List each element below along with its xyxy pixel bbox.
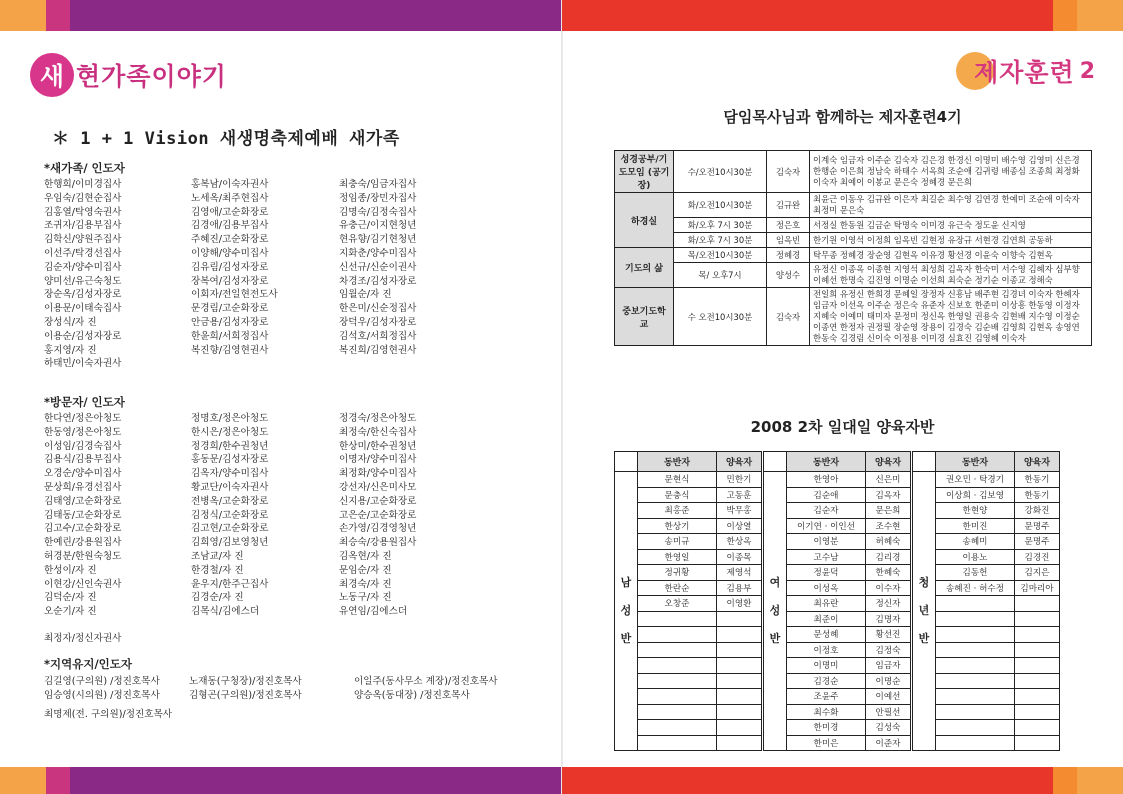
companion-cell: 이용노	[936, 549, 1015, 565]
mentor-cell	[1015, 596, 1060, 612]
schedule-members: 유정신 이종옥 이종현 지영석 최성희 김옥자 한숙미 서수영 김혜자 심부향 이혜선 한명숙 김진영 이명순 이선희 최숙순 정기순 이종교 정해숙	[810, 263, 1092, 288]
companion-cell	[936, 673, 1015, 689]
schedule-time: 화/오후 7시 30분	[674, 218, 767, 233]
mentor-cell: 제영석	[717, 565, 762, 581]
mentor-cell: 문명주	[1015, 518, 1060, 534]
mentor-cell: 이명순	[866, 673, 911, 689]
mentor-cell: 황선진	[866, 627, 911, 643]
companion-cell	[936, 704, 1015, 720]
schedule-row	[615, 193, 1092, 218]
companion-cell: 김순자	[787, 503, 866, 519]
visitor-entry: 김고현/고순화장로	[191, 523, 269, 535]
visitor-entry: 전병옥/고순화장로	[191, 495, 269, 507]
mentor-cell: 허혜숙	[866, 534, 911, 550]
new-family-entry: 양미선/유근숙청도	[44, 275, 122, 287]
header-mentor: 양육자	[717, 452, 762, 472]
new-family-entry: 복진희/김영현권사	[339, 344, 417, 356]
new-family-entry: 문경림/고순화장로	[191, 303, 269, 315]
section-new-family: *새가족/ 인도자	[44, 161, 125, 175]
visitor-entry: 김목식/김에스더	[191, 606, 260, 618]
schedule-leader: 정은호	[767, 218, 810, 233]
visitor-entry: 최승숙/강용원집사	[339, 537, 417, 549]
side-char: 반	[769, 632, 781, 645]
visitor-entry: 윤우지/한주근집사	[191, 578, 269, 590]
section-visitors: *방문자/ 인도자	[44, 395, 125, 409]
new-family-entry: 김영애/고순화장로	[191, 206, 269, 218]
companion-cell	[638, 642, 717, 658]
top-color-band-left	[0, 0, 562, 31]
visitor-entry: 김태영/고순화장로	[44, 495, 122, 507]
mentor-cell: 박무홍	[717, 503, 762, 519]
schedule-leader: 임옥빈	[767, 233, 810, 248]
companion-cell: 한영일	[638, 549, 717, 565]
schedule-members: 한기원 이영석 이정희 임옥빈 김현정 유장규 서현경 김연희 공동하	[810, 233, 1092, 248]
schedule-time: 목/오전10시30분	[674, 248, 767, 263]
section-logo-title	[30, 52, 227, 98]
page-heading: ＊ 1 + 1 Vision 새생명축제예배 새가족	[52, 129, 400, 149]
visitor-entry: 한성이/자 진	[44, 564, 97, 576]
companion-cell: 문현식	[638, 472, 717, 488]
discipleship-subtitle: 담임목사님과 함께하는 제자훈련4기	[723, 108, 962, 126]
new-family-entry: 홍복남/이숙자권사	[191, 179, 269, 190]
visitor-entry: 한다연/정은아청도	[44, 413, 122, 424]
discipleship-schedule-table	[614, 150, 1092, 346]
visitor-entry: 이성임/김경숙집사	[44, 440, 122, 452]
companion-cell	[936, 642, 1015, 658]
companion-cell	[936, 735, 1015, 751]
mentor-cell	[1015, 689, 1060, 705]
visitor-entry: 고은순/고순화장로	[339, 509, 417, 521]
visitor-entry: 조남교/자 진	[191, 550, 244, 562]
mentor-cell	[1015, 735, 1060, 751]
new-family-entry	[191, 357, 339, 371]
mentor-cell	[717, 673, 762, 689]
mentor-cell	[717, 735, 762, 751]
schedule-time: 수 오전10시30분	[674, 288, 767, 346]
group-side-label	[615, 472, 638, 751]
region-last-entry: 최명제(전. 구의원)/정진호목사	[44, 709, 173, 720]
new-family-entry: 한행희/이미경집사	[44, 179, 122, 190]
visitor-entry: 김옥현/자 진	[339, 550, 392, 562]
visitor-entry: 정경희/한수권청년	[191, 440, 269, 452]
visitor-entry: 김정식/고순화장로	[191, 509, 269, 521]
mentoring-table	[912, 451, 1060, 751]
logo-title-text: 현가족이야기	[76, 62, 227, 91]
visitor-entry: 최경숙/자 진	[339, 578, 392, 590]
mentor-cell: 한상옥	[717, 534, 762, 550]
new-family-entry: 이용문/이태숙집사	[44, 303, 122, 315]
mentor-cell	[1015, 611, 1060, 627]
companion-cell: 문성혜	[787, 627, 866, 643]
visitor-last-entry: 최정자/정신자권사	[44, 633, 122, 644]
mentor-cell: 민한기	[717, 472, 762, 488]
new-family-entry: 한윤희/서희정집사	[191, 330, 269, 342]
mentor-cell: 김명자	[866, 611, 911, 627]
companion-cell	[936, 611, 1015, 627]
companion-cell: 이상희 · 김보영	[936, 487, 1015, 503]
new-family-entry: 최충숙/임금자집사	[339, 179, 417, 190]
new-family-entry: 김홍열/탁영숙권사	[44, 206, 122, 218]
section-region-leaders: *지역유지/인도자	[44, 657, 132, 671]
new-family-entry: 신선규/신순이권사	[339, 261, 417, 273]
new-family-entry: 우임숙/김현순집사	[44, 192, 122, 204]
region-leader-list	[44, 675, 504, 703]
new-family-entry: 장복여/김성자장로	[191, 275, 269, 287]
companion-cell	[638, 720, 717, 736]
new-family-entry: 복진향/김영현권사	[191, 344, 269, 356]
companion-cell: 한현양	[936, 503, 1015, 519]
new-family-entry: 김명숙/김정숙집사	[339, 206, 417, 218]
mentor-cell: 이예선	[866, 689, 911, 705]
mentor-cell: 안필선	[866, 704, 911, 720]
schedule-leader: 정혜경	[767, 248, 810, 263]
group-side-label	[913, 472, 936, 751]
companion-cell: 조윤주	[787, 689, 866, 705]
visitor-entry: 허경분/한원숙청도	[44, 550, 122, 562]
visitor-entry: 김경순/자 진	[191, 592, 244, 604]
mentor-cell	[717, 689, 762, 705]
visitor-entry: 손가영/김경영청년	[339, 523, 417, 535]
mentor-cell: 이영환	[717, 596, 762, 612]
mentor-cell	[1015, 673, 1060, 689]
visitor-entry: 신지용/고순화장로	[339, 495, 417, 507]
schedule-leader: 김숙자	[767, 288, 810, 346]
visitor-entry: 노동구/자 진	[339, 592, 392, 604]
visitor-entry: 문임순/자 진	[339, 564, 392, 576]
companion-cell: 김경순	[787, 673, 866, 689]
title-text: 제자훈련	[974, 58, 1075, 87]
region-leader-entry: 김형곤(구의원)/정진호목사	[189, 689, 302, 701]
mentor-cell	[717, 611, 762, 627]
mentor-cell: 문은희	[866, 503, 911, 519]
mentor-cell: 임금자	[866, 658, 911, 674]
companion-cell	[638, 658, 717, 674]
region-leader-entry: 이일주(동사무소 계장)/정진호목사	[354, 676, 498, 687]
new-family-entry: 주혜진/고순화장로	[191, 234, 269, 246]
visitor-entry: 이명자/양수미집사	[339, 454, 417, 466]
mentor-cell: 김경진	[1015, 549, 1060, 565]
companion-cell	[638, 704, 717, 720]
region-leader-entry: 김길영(구의원) /정진호목사	[44, 676, 160, 687]
visitor-entry: 오순기/자 진	[44, 606, 97, 618]
region-leader-entry: 임승영(시의원) /정진호목사	[44, 689, 160, 701]
new-family-entry: 장성식/자 진	[44, 316, 97, 328]
new-family-entry: 김경애/김용부집사	[191, 220, 269, 232]
companion-cell: 정윤덕	[787, 565, 866, 581]
mentor-cell: 한동기	[1015, 487, 1060, 503]
mentor-cell	[717, 627, 762, 643]
companion-cell: 오창준	[638, 596, 717, 612]
visitor-entry: 김희영/김보영청년	[191, 537, 269, 549]
new-family-entry: 김유림/김성자장로	[191, 261, 269, 273]
new-family-list	[44, 178, 504, 371]
companion-cell: 이성옥	[787, 580, 866, 596]
schedule-leader: 김숙자	[767, 151, 810, 193]
new-family-entry: 장순옥/김성자장로	[44, 289, 122, 301]
mentor-cell: 김용부	[717, 580, 762, 596]
mentor-cell	[1015, 642, 1060, 658]
companion-cell	[936, 720, 1015, 736]
new-family-entry: 유충근/이지현청년	[339, 220, 417, 232]
new-family-entry: 정임종/장민자집사	[339, 192, 417, 204]
new-family-entry: 차경조/김성자장로	[339, 275, 417, 287]
mentor-cell: 문명주	[1015, 534, 1060, 550]
mentor-cell	[717, 658, 762, 674]
schedule-group: 중보기도학교	[615, 288, 674, 346]
companion-cell	[936, 627, 1015, 643]
schedule-members: 서정실 한동원 김금순 탁명숙 이미경 유근숙 정도윤 신지영	[810, 218, 1092, 233]
mentor-cell: 이준자	[866, 735, 911, 751]
schedule-row	[615, 263, 1092, 288]
companion-cell: 최준이	[787, 611, 866, 627]
companion-cell	[936, 658, 1015, 674]
visitor-entry: 김고수/고순화장로	[44, 523, 122, 535]
mentor-cell	[717, 704, 762, 720]
mentor-cell: 이수자	[866, 580, 911, 596]
visitor-entry: 이현강/신인숙권사	[44, 578, 122, 590]
new-family-entry: 노세옥/최주현집사	[191, 192, 269, 204]
visitor-entry: 오경순/양수미집사	[44, 468, 122, 480]
bottom-color-band-right	[562, 767, 1123, 794]
bottom-color-band-left	[0, 767, 562, 794]
companion-cell: 송혜진 · 허수정	[936, 580, 1015, 596]
side-char: 남	[620, 576, 632, 589]
mentor-cell	[1015, 704, 1060, 720]
mentor-cell: 신은미	[866, 472, 911, 488]
companion-cell: 한상기	[638, 518, 717, 534]
new-family-entry: 이선주/탁경선집사	[44, 247, 122, 259]
mentor-cell: 김성숙	[866, 720, 911, 736]
schedule-time: 화/오전10시30분	[674, 193, 767, 218]
visitor-list	[44, 412, 504, 619]
visitor-entry: 최정화/양수미집사	[339, 468, 417, 480]
visitor-entry: 유연임/김에스더	[339, 606, 408, 618]
corner-cell	[764, 452, 787, 472]
mentor-cell: 김옥자	[866, 487, 911, 503]
mentor-cell: 이상열	[717, 518, 762, 534]
schedule-group: 성경공부/기도모임 (공기장)	[615, 151, 674, 193]
companion-cell: 한미경	[787, 720, 866, 736]
schedule-row	[615, 233, 1092, 248]
region-leader-entry: 노재동(구청장)/정진호목사	[189, 676, 302, 687]
companion-cell: 이명미	[787, 658, 866, 674]
new-family-entry: 김순자/양수미집사	[44, 261, 122, 273]
schedule-members: 최윤근 이동우 김규완 이은자 최길순 최수영 김연경 한예미 조순애 이숙자 최정미 문은숙	[810, 193, 1092, 218]
visitor-entry: 한경철/자 진	[191, 564, 244, 576]
visitor-entry: 김덕순/자 진	[44, 592, 97, 604]
new-family-entry: 장덕우/김성자장로	[339, 316, 417, 328]
companion-cell: 이영분	[787, 534, 866, 550]
visitor-entry: 한동영/정은아청도	[44, 426, 122, 438]
logo-badge: 새	[30, 53, 74, 97]
schedule-members: 이계숙 임금자 이주순 김숙자 김은경 한경신 이명미 배수영 김영미 신은경 한행순 이은희 정남숙 하태수 서옥희 조순애 김귀령 배종심 조종희 최정화 이숙자 최예이 이봉교 문은숙 정혜경 문은희	[810, 151, 1092, 193]
new-family-entry: 홍지영/자 진	[44, 344, 97, 356]
visitor-entry: 한시은/정은아청도	[191, 426, 269, 438]
companion-cell: 한미진	[936, 518, 1015, 534]
companion-cell: 최유란	[787, 596, 866, 612]
visitor-entry: 정경숙/정은아청도	[339, 413, 417, 424]
new-family-entry: 조귀자/김용부집사	[44, 220, 122, 232]
companion-cell: 권오민 · 탁경기	[936, 472, 1015, 488]
companion-cell: 최홍준	[638, 503, 717, 519]
schedule-leader: 양성수	[767, 263, 810, 288]
new-family-entry: 한은미/신순정집사	[339, 303, 417, 315]
visitor-entry: 정명호/정은아청도	[191, 413, 269, 424]
schedule-members: 탁무종 정혜경 장순영 김현옥 이유경 황선경 이윤숙 이향숙 김현옥	[810, 248, 1092, 263]
mentor-cell: 조수현	[866, 518, 911, 534]
region-leader-entry: 양승옥(동대장) /정진호목사	[354, 689, 470, 701]
companion-cell: 문충식	[638, 487, 717, 503]
schedule-row	[615, 151, 1092, 193]
companion-cell: 송미규	[638, 534, 717, 550]
side-char: 성	[620, 604, 632, 617]
new-family-entry: 김석호/서희정집사	[339, 330, 417, 342]
new-family-entry: 김학신/양원주집사	[44, 234, 122, 246]
header-companion: 동반자	[936, 452, 1015, 472]
companion-cell: 김순애	[787, 487, 866, 503]
new-family-entry: 이용순/김성자장로	[44, 330, 122, 342]
companion-cell: 송혜미	[936, 534, 1015, 550]
side-char: 년	[918, 604, 930, 617]
companion-cell	[638, 627, 717, 643]
mentoring-table	[614, 451, 762, 751]
companion-cell	[638, 689, 717, 705]
visitor-entry: 한예린/강용원집사	[44, 537, 122, 549]
side-char: 반	[918, 632, 930, 645]
new-family-entry: 현유향/김기현청년	[339, 234, 417, 246]
companion-cell	[936, 689, 1015, 705]
header-mentor: 양육자	[866, 452, 911, 472]
mentor-cell: 김정숙	[866, 642, 911, 658]
visitor-entry: 강선자/신은미사모	[339, 481, 417, 493]
schedule-time: 수/오전10시30분	[674, 151, 767, 193]
visitor-entry: 문상희/유경선집사	[44, 481, 122, 493]
top-color-band-right	[562, 0, 1123, 31]
mentor-cell: 이종목	[717, 549, 762, 565]
visitor-entry: 최정숙/한신숙집사	[339, 426, 417, 438]
header-companion: 동반자	[787, 452, 866, 472]
header-companion: 동반자	[638, 452, 717, 472]
visitor-entry: 황교단/이숙자권사	[191, 481, 269, 493]
schedule-time: 화/오후 7시 30분	[674, 233, 767, 248]
new-family-entry: 임월순/자 진	[339, 289, 392, 301]
companion-cell	[638, 673, 717, 689]
schedule-row	[615, 248, 1092, 263]
new-family-entry	[339, 357, 504, 371]
schedule-members: 전일희 유정신 한희경 문혜일 장정자 신흥남 배주현 김경녀 이숙자 한혜자 임금자 이선옥 이주순 정은숙 유준자 신보호 한준미 이상흥 한동영 이정자 지혜숙 이예미 태미자 문정미 정신옥 한영일 권용숙 김현배 지수영 이정순 이종연 한정자 권정필 장순영 장용이 김경숙 김순배 김영희 김현옥 송영연 한동숙 김경림 신이숙 이정용 이미경 심효진 김영혜 이숙자	[810, 288, 1092, 346]
visitor-entry: 김옥자/양수미집사	[191, 468, 269, 480]
group-side-label	[764, 472, 787, 751]
schedule-group: 기도의 삶	[615, 248, 674, 288]
title-number: 2	[1079, 58, 1095, 84]
section-title-discipleship	[956, 48, 1095, 94]
side-char: 청	[918, 576, 930, 589]
companion-cell: 이기연 · 이인선	[787, 518, 866, 534]
mentoring-subtitle: 2008 2차 일대일 양육자반	[750, 418, 935, 436]
companion-cell: 이정호	[787, 642, 866, 658]
side-char: 반	[620, 632, 632, 645]
schedule-group: 하경실	[615, 193, 674, 248]
schedule-time: 목/ 오후7시	[674, 263, 767, 288]
visitor-entry: 홍동문/김성자장로	[191, 454, 269, 466]
companion-cell: 한영아	[787, 472, 866, 488]
mentor-cell	[717, 720, 762, 736]
companion-cell: 최수화	[787, 704, 866, 720]
companion-cell: 김동헌	[936, 565, 1015, 581]
mentor-cell	[1015, 720, 1060, 736]
companion-cell: 한란순	[638, 580, 717, 596]
schedule-row	[615, 288, 1092, 346]
mentor-cell: 김마리아	[1015, 580, 1060, 596]
mentor-cell: 한동기	[1015, 472, 1060, 488]
companion-cell	[638, 611, 717, 627]
companion-cell: 정귀황	[638, 565, 717, 581]
mentor-cell: 김지은	[1015, 565, 1060, 581]
mentor-cell: 고동훈	[717, 487, 762, 503]
corner-cell	[615, 452, 638, 472]
corner-cell	[913, 452, 936, 472]
mentor-cell: 한혜숙	[866, 565, 911, 581]
mentoring-table	[763, 451, 911, 751]
side-char: 성	[769, 604, 781, 617]
mentor-cell: 김리경	[866, 549, 911, 565]
mentor-cell: 강화진	[1015, 503, 1060, 519]
companion-cell	[638, 735, 717, 751]
visitor-entry: 김태동/고순화장로	[44, 509, 122, 521]
new-family-entry: 이양해/양수미집사	[191, 247, 269, 259]
mentor-cell	[1015, 658, 1060, 674]
visitor-entry: 한상미/한수권청년	[339, 440, 417, 452]
mentor-cell: 정신자	[866, 596, 911, 612]
companion-cell	[936, 596, 1015, 612]
header-mentor: 양육자	[1015, 452, 1060, 472]
mentor-cell	[1015, 627, 1060, 643]
new-family-entry: 지화춘/양수미집사	[339, 247, 417, 259]
schedule-row	[615, 218, 1092, 233]
mentor-cell	[717, 642, 762, 658]
new-family-entry: 안금용/김성자장로	[191, 316, 269, 328]
schedule-leader: 김규완	[767, 193, 810, 218]
new-family-entry: 하태민/이숙자권사	[44, 358, 122, 370]
right-page	[562, 0, 1123, 794]
visitor-entry: 김용식/김용부집사	[44, 454, 122, 466]
companion-cell: 고수남	[787, 549, 866, 565]
new-family-entry: 이회자/전일현전도사	[191, 289, 278, 301]
side-char: 여	[769, 576, 781, 589]
companion-cell: 한미은	[787, 735, 866, 751]
